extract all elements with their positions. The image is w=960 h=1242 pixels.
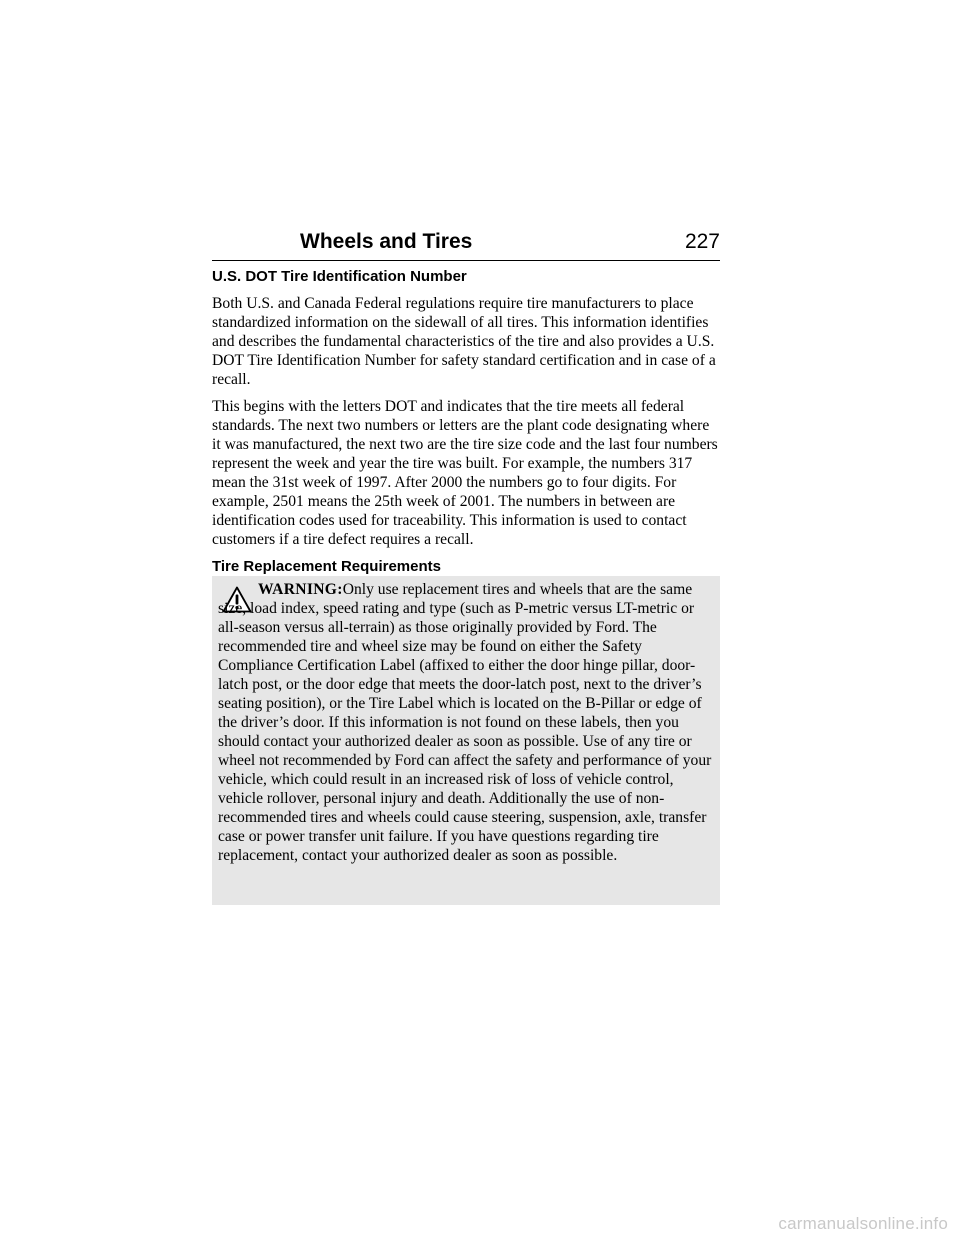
section-heading-replacement: Tire Replacement Requirements <box>212 558 441 575</box>
page-header <box>212 228 720 261</box>
page-number: 227 <box>684 230 720 253</box>
paragraph-dot-code: This begins with the letters DOT and indicates that the tire meets all federal standards. The next two numbers or letters are the plant code designating where it was manufactured, the next two are the tire size code and the last four numbers represent the week and year the tire was built. For example, the numbers 317 mean the 31st week of 1997. After 2000 the numbers go to four digits. For example, 2501 means the 25th week of 2001. The numbers in between are identification codes used for traceability. This information is used to contact customers if a tire defect requires a recall. <box>212 398 718 548</box>
warning-label: WARNING: <box>258 581 343 598</box>
warning-body: Only use replacement tires and wheels that are the same size, load index, speed rating and type (such as P-metric versus LT-metric or all-season versus all-terrain) as those originally provided by Ford. The recommended tire and wheel size may be found on either the Safety Compliance Certification Label (affixed to either the door hinge pillar, door-latch post, or the door edge that meets the door-latch post, next to the driver’s seating position), or the Tire Label which is located on the B-Pillar or edge of the driver’s door. If this information is not found on these labels, then you should contact your authorized dealer as soon as possible. Use of any tire or wheel not recommended by Ford can affect the safety and performance of your vehicle, which could result in an increased risk of loss of vehicle control, vehicle rollover, personal injury and death. Additionally the use of non-recommended tires and wheels could cause steering, suspension, axle, transfer case or power transfer unit failure. If you have questions regarding tire replacement, contact your authorized dealer as soon as possible. <box>218 581 712 864</box>
main-content <box>212 267 720 584</box>
watermark: carmanualsonline.info <box>778 1214 948 1233</box>
paragraph-regulations: Both U.S. and Canada Federal regulations require tire manufacturers to place standardized information on the sidewall of all tires. This information identifies and describes the fundamental characteristics of the tire and also provides a U.S. DOT Tire Identification Number for safety standard certification and in case of a recall. <box>212 295 716 388</box>
warning-box <box>212 576 720 905</box>
section-heading-dot-tin: U.S. DOT Tire Identification Number <box>212 268 467 285</box>
section-title: Wheels and Tires <box>300 230 473 253</box>
warning-text <box>218 580 716 865</box>
